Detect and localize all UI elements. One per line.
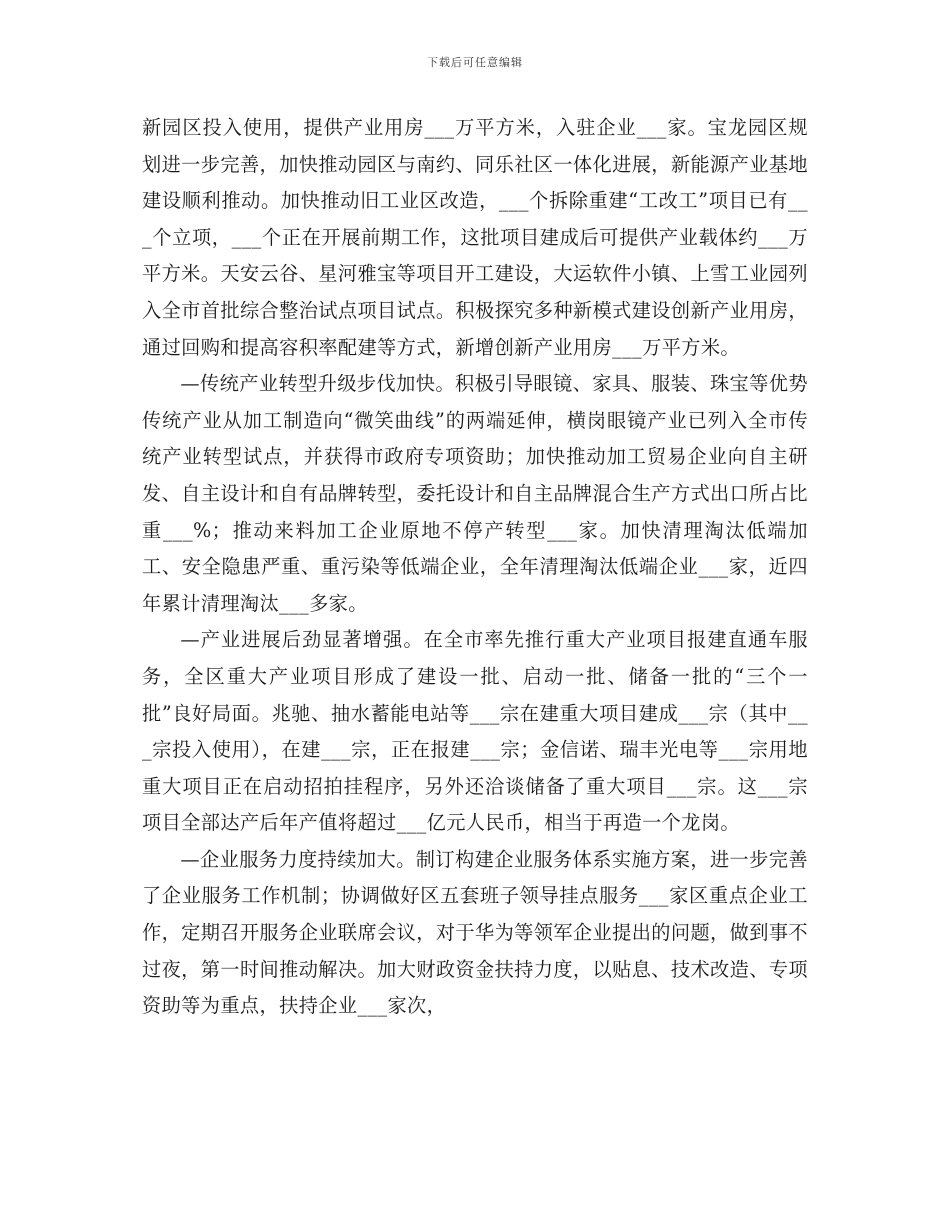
paragraph-enterprise-service: —企业服务力度持续加大。制订构建企业服务体系实施方案，进一步完善了企业服务工作机制；协调做好区五套班子领导挂点服务___家区重点企业工作，定期召开服务企业联席会议，对于华为等领军企业提出的问题，做到事不过夜，第一时间推动解决。加大财政资金扶持力度，以贴息、技术改造、专项资助等为重点，扶持企业___家次，: [142, 847, 808, 1018]
page-header: 下载后可任意编辑: [427, 56, 523, 69]
document-body: [142, 110, 808, 1025]
paragraph-industry-momentum: —产业进展后劲显著增强。在全市率先推行重大产业项目报建直通车服务，全区重大产业项目形成了建设一批、启动一批、储备一批的“三个一批”良好局面。兆驰、抽水蓄能电站等___宗在建重大项目建成___宗（其中___宗投入使用），在建___宗，正在报建___宗；金信诺、瑞丰光电等___宗用地重大项目正在启动招拍挂程序，另外还洽谈储备了重大项目___宗。这___宗项目全部达产后年产值将超过___亿元人民币，相当于再造一个龙岗。: [142, 628, 808, 835]
paragraph-park-development: 新园区投入使用，提供产业用房___万平方米，入驻企业___家。宝龙园区规划进一步完善，加快推动园区与南约、同乐社区一体化进展，新能源产业基地建设顺利推动。加快推动旧工业区改造，___个拆除重建“工改工”项目已有___个立项，___个正在开展前期工作，这批项目建成后可提供产业载体约___万平方米。天安云谷、星河雅宝等项目开工建设，大运软件小镇、上雪工业园列入全市首批综合整治试点项目试点。积极探究多种新模式建设创新产业用房，通过回购和提高容积率配建等方式，新增创新产业用房___万平方米。: [142, 116, 808, 359]
paragraph-traditional-industry: —传统产业转型升级步伐加快。积极引导眼镜、家具、服装、珠宝等优势传统产业从加工制造向“微笑曲线”的两端延伸，横岗眼镜产业已列入全市传统产业转型试点，并获得市政府专项资助；加快推动加工贸易企业向自主研发、自主设计和自有品牌转型，委托设计和自主品牌混合生产方式出口所占比重___%；推动来料加工企业原地不停产转型___家。加快清理淘汰低端加工、安全隐患严重、重污染等低端企业，全年清理淘汰低端企业___家，近四年累计清理淘汰___多家。: [142, 372, 808, 615]
